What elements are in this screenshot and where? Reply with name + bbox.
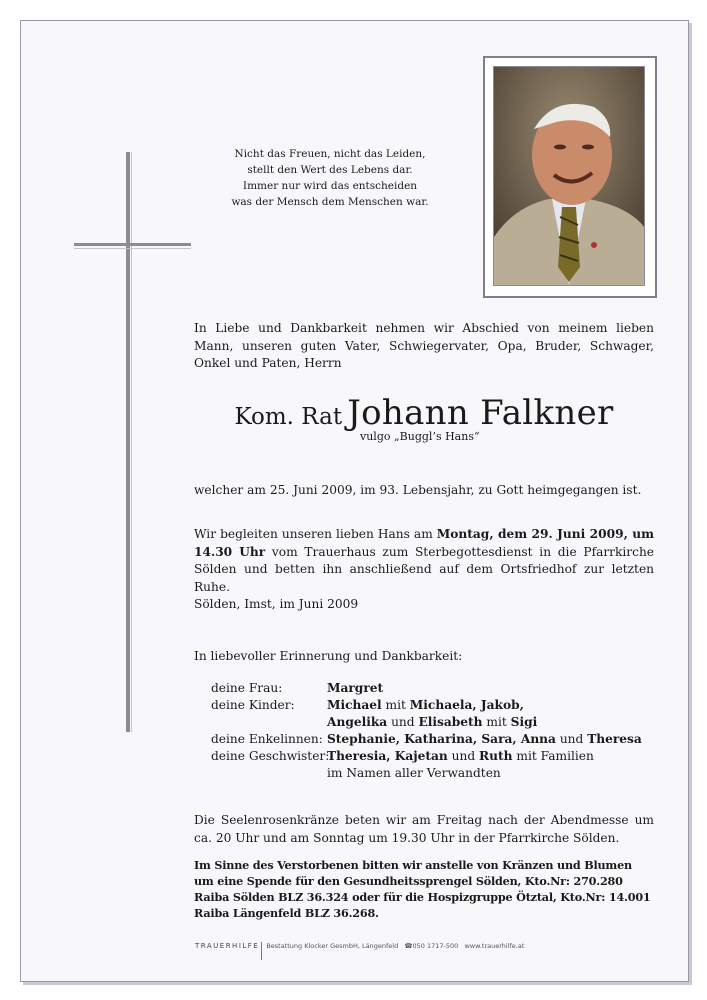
death-notice: welcher am 25. Juni 2009, im 93. Lebensjahr, zu Gott heimgegangen ist. <box>194 483 642 497</box>
deceased-name <box>194 393 654 433</box>
poem <box>200 146 460 210</box>
connector: und <box>387 715 419 729</box>
children-line2 <box>327 714 537 732</box>
child-name: Angelika <box>327 715 388 729</box>
sibling-name: Ruth <box>479 749 513 763</box>
children-line1 <box>327 697 524 715</box>
all-relatives: im Namen aller Verwandten <box>327 766 501 780</box>
cross-horizontal-shadow <box>74 248 191 249</box>
footer-phone: ☎050 1717-500 <box>404 942 459 950</box>
siblings-names <box>327 748 594 766</box>
footer-divider <box>261 942 262 960</box>
memory-line: In liebevoller Erinnerung und Dankbarkeit: <box>194 649 463 663</box>
child-name: Michael <box>327 698 382 712</box>
footer-company: Bestattung Klocker GesmbH, Längenfeld <box>266 942 399 950</box>
connector: mit <box>381 698 410 712</box>
nickname: vulgo „Buggl’s Hans“ <box>360 430 480 443</box>
children-label: deine Kinder: <box>211 698 295 712</box>
cross-vertical-bar <box>126 152 130 732</box>
connector: mit <box>482 715 511 729</box>
siblings-suffix: mit Familien <box>512 749 594 763</box>
siblings-list: Theresia, Kajetan <box>327 749 448 763</box>
funeral-part1: Wir begleiten unseren lieben Hans am <box>194 527 437 541</box>
cross-horizontal-bar <box>74 243 191 246</box>
cross-vertical-shadow <box>131 152 132 732</box>
intro-text: In Liebe und Dankbarkeit nehmen wir Abschied von meinem lieben Mann, unseren guten Vater, Schwiegervater, Opa, Bruder, Schwager, Onkel und Paten, Herrn <box>194 321 654 370</box>
footer <box>195 942 524 960</box>
name-main: Johann Falkner <box>347 393 614 433</box>
rosary-text: Die Seelenrosenkränze beten wir am Freitag nach der Abendmesse um ca. 20 Uhr und am Sonntag um 19.30 Uhr in der Pfarrkirche Sölden. <box>194 813 654 845</box>
poem-line: was der Mensch dem Menschen war. <box>231 196 429 208</box>
poem-line: stellt den Wert des Lebens dar. <box>247 164 413 176</box>
wife-name-text: Margret <box>327 681 384 695</box>
wife-label: deine Frau: <box>211 681 283 695</box>
name-prefix: Kom. Rat <box>234 404 343 430</box>
funeral-text <box>194 526 654 596</box>
child-spouse-names: Michaela, Jakob, <box>409 698 524 712</box>
connector: und <box>555 732 588 746</box>
connector: und <box>447 749 480 763</box>
child-spouse-name: Sigi <box>510 715 538 729</box>
grandchildren-label: deine Enkelinnen: <box>211 732 323 746</box>
footer-web: www.trauerhilfe.at <box>464 942 525 950</box>
portrait-frame <box>483 56 657 298</box>
siblings-label: deine Geschwister: <box>211 749 330 763</box>
poem-line: Nicht das Freuen, nicht das Leiden, <box>234 148 426 160</box>
child-name: Elisabeth <box>418 715 483 729</box>
funeral-part2: vom Trauerhaus zum Sterbegottesdienst in die Pfarrkirche Sölden und betten ihn anschließend auf dem Ortsfriedhof zur letzten Ruhe. <box>194 544 655 594</box>
funeral-date: Montag, dem 29. Juni 2009, um 14.30 Uhr <box>194 527 655 559</box>
donation-text: Im Sinne des Verstorbenen bitten wir anstelle von Kränzen und Blumen um eine Spende für den Gesundheitssprengel Sölden, Kto.Nr: 270.280 Raiba Sölden BLZ 36.324 oder für die Hospizgruppe Ötztal, Kto.Nr: 14.001 Raiba Längenfeld BLZ 36.268. <box>194 858 651 920</box>
wife-name <box>327 680 383 698</box>
grandchildren-names <box>327 731 642 749</box>
grandchildren-list: Stephanie, Katharina, Sara, Anna <box>327 732 556 746</box>
portrait-photo <box>493 66 645 286</box>
place-date: Sölden, Imst, im Juni 2009 <box>194 597 359 611</box>
grandchild-name: Theresa <box>587 732 642 746</box>
footer-logo: TRAUERHILFE <box>195 942 260 950</box>
poem-line: Immer nur wird das entscheiden <box>242 180 418 192</box>
